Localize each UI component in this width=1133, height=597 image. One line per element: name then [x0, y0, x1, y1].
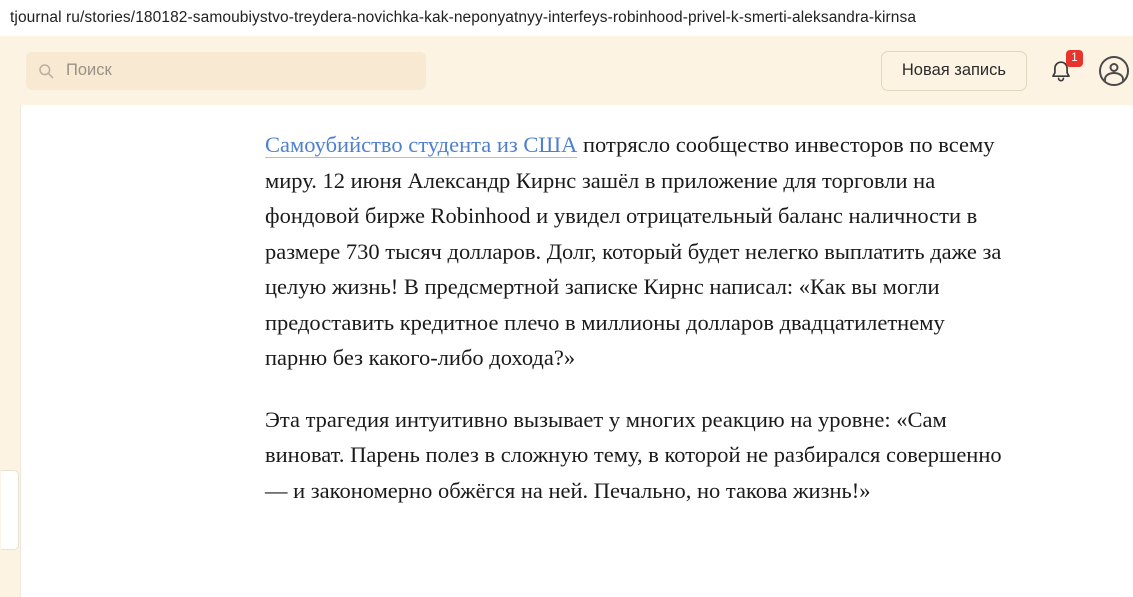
article-paragraph-1-text: потрясло сообщество инвесторов по всему миру. 12 июня Александр Кирнс зашёл в приложение для торговли на фондовой бирже Robinhood и увидел отрицательный баланс наличности в размере 730 тысяч долларов. Долг, который будет нелегко выплатить даже за целую жизнь! В предсмертной записке Кирнс написал: «Как вы могли предоставить кредитное плечо в миллионы долларов двадцатилетнему парню без какого-либо дохода?»: [265, 132, 1002, 370]
left-sidebar-rail: [0, 105, 21, 597]
new-post-button[interactable]: Новая запись: [881, 51, 1027, 91]
browser-url-bar[interactable]: [0, 0, 1133, 36]
page-body: [0, 105, 1133, 597]
search-box[interactable]: [26, 52, 426, 90]
article-content: [265, 127, 1010, 508]
sidebar-collapsed-card[interactable]: [1, 470, 19, 550]
header-actions: [881, 51, 1115, 91]
search-input[interactable]: [64, 60, 414, 81]
user-avatar-icon[interactable]: [1099, 56, 1129, 86]
url-text: tjournal ru/stories/180182-samoubiystvo-treydera-novichka-kak-neponyatnyy-interfeys-robinhood-privel-k-smerti-aleksandra-kirnsa: [10, 9, 917, 26]
notification-badge: 1: [1066, 50, 1083, 67]
search-icon: [38, 63, 54, 79]
notifications-button[interactable]: [1049, 51, 1078, 86]
article-paragraph-2: Эта трагедия интуитивно вызывает у многих реакцию на уровне: «Сам виноват. Парень полез в сложную тему, в которой не разбирался совершенно — и закономерно обжёгся на ней. Печально, но такова жизнь!»: [265, 406, 1002, 503]
article-paragraph-1: [265, 127, 1010, 376]
site-header: [0, 36, 1133, 105]
article-inline-link[interactable]: Самоубийство студента из США: [265, 132, 578, 157]
